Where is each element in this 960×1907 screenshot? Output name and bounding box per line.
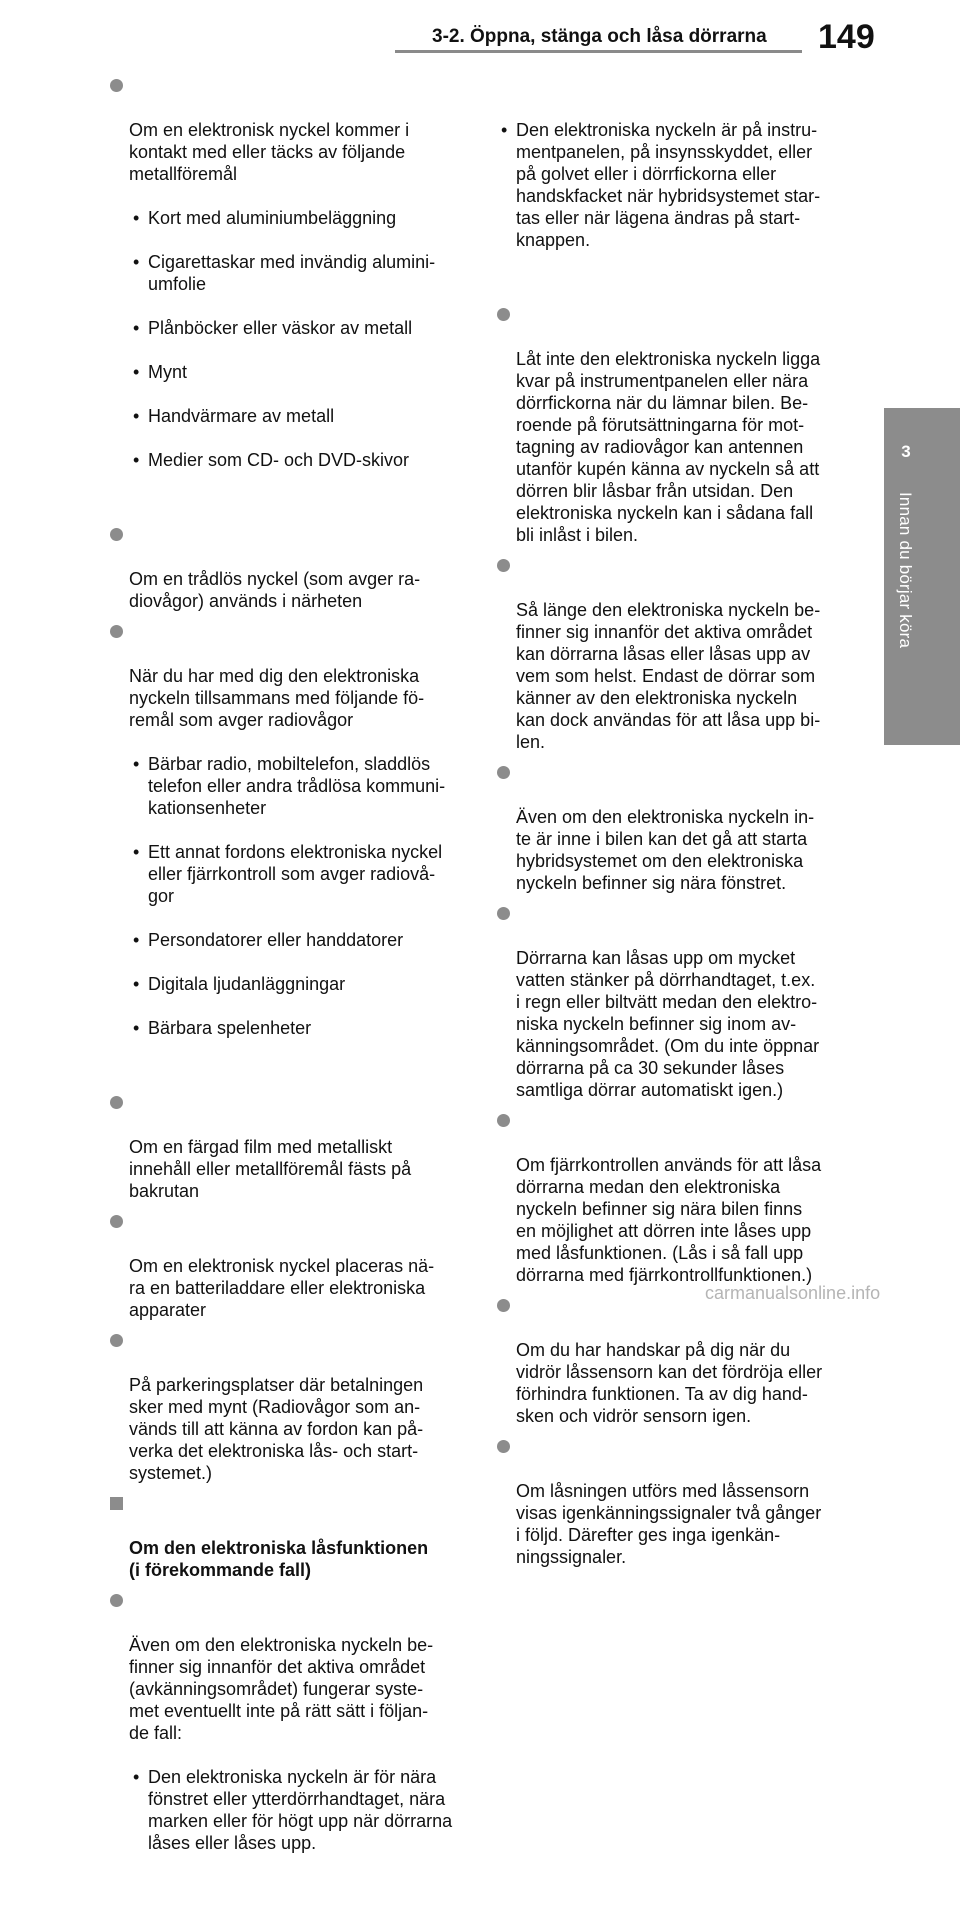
bullet-list bbox=[129, 1744, 466, 1876]
list-item bbox=[110, 1590, 466, 1898]
paragraph-text: Om du har handskar på dig när du vidrör låssensorn kan det fördröja eller förhindra funktionen. Ta av dig hand- sken och vidrör sensorn igen. bbox=[516, 1340, 823, 1426]
bullet-item: • Ett annat fordons elektroniska nyckel eller fjärrkontroll som avger radiovå- gor bbox=[129, 841, 466, 907]
list-item bbox=[497, 1110, 853, 1286]
heading-square-icon bbox=[110, 1497, 123, 1510]
bullet-item: • Medier som CD- och DVD-skivor bbox=[129, 449, 466, 471]
list-item bbox=[497, 1436, 853, 1568]
bullet-item: • Kort med aluminiumbeläggning bbox=[129, 207, 466, 229]
heading-text: Om den elektroniska låsfunktionen (i förekommande fall) bbox=[129, 1538, 429, 1580]
list-item bbox=[497, 304, 853, 546]
paragraph-text: Om låsningen utförs med låssensorn visas igenkänningssignaler två gånger i följd. Därefter ges inga igenkän- ningssignaler. bbox=[516, 1481, 822, 1567]
bullet-dot-icon bbox=[110, 528, 123, 541]
bullet-dot-icon bbox=[110, 625, 123, 638]
paragraph-text: När du har med dig den elektroniska nyckeln tillsammans med följande fö- remål som avger radiovågor bbox=[129, 666, 425, 730]
bullet-dot-icon bbox=[110, 1215, 123, 1228]
paragraph-text: Dörrarna kan låsas upp om mycket vatten stänker på dörrhandtaget, t.ex. i regn eller biltvätt medan den elektro- niska nyckeln befinner sig inom av- känningsområdet. (Om du inte öppnar dörrarna på ca 30 sekunder låses samtliga dörrar automatiskt igen.) bbox=[516, 948, 820, 1100]
chapter-label: Innan du börjar köra bbox=[896, 492, 915, 649]
bullet-dot-icon bbox=[497, 1440, 510, 1453]
section-heading bbox=[110, 1493, 466, 1581]
bullet-dot-icon bbox=[497, 308, 510, 321]
bullet-list bbox=[129, 731, 466, 1061]
bullet-dot-icon bbox=[110, 1594, 123, 1607]
list-item bbox=[110, 1092, 466, 1202]
bullet-dot-icon bbox=[110, 1096, 123, 1109]
paragraph-text: Om fjärrkontrollen används för att låsa dörrarna medan den elektroniska nyckeln befinner sig nära bilen finns en möjlighet att dörren inte låses upp med låsfunktionen. (Lås i så fall upp dörrarna med fjärrkontrollfunktionen.) bbox=[516, 1155, 822, 1285]
header-divider bbox=[395, 50, 802, 53]
paragraph-text: Så länge den elektroniska nyckeln be- finner sig innanför det aktiva området kan dörrarna låsas eller låsas upp av vem som helst. Endast de dörrar som känner av den elektroniska nyckeln kan dock användas för att låsa upp bi- len. bbox=[516, 600, 821, 752]
bullet-item: • Handvärmare av metall bbox=[129, 405, 466, 427]
paragraph-text: På parkeringsplatser där betalningen sker med mynt (Radiovågor som an- vänds till att känna av fordon kan på- verka det elektroniska lås- och start- systemet.) bbox=[129, 1375, 424, 1483]
chapter-tab bbox=[884, 408, 960, 745]
bullet-dot-icon bbox=[497, 1299, 510, 1312]
bullet-dot-icon bbox=[110, 79, 123, 92]
bullet-dot-icon bbox=[497, 559, 510, 572]
bullet-item: • Plånböcker eller väskor av metall bbox=[129, 317, 466, 339]
bullet-item: • Den elektroniska nyckeln är på instru- mentpanelen, på insynsskyddet, eller på golvet eller i dörrfickorna eller handskfacket när hybridsystemet star- tas eller när lägena ändras på start- knappen. bbox=[497, 119, 853, 251]
list-item bbox=[497, 762, 853, 894]
bullet-dot-icon bbox=[497, 1114, 510, 1127]
list-item bbox=[497, 1295, 853, 1427]
page-number: 149 bbox=[818, 18, 875, 56]
bullet-item: • Bärbara spelenheter bbox=[129, 1017, 466, 1039]
bullet-item: • Mynt bbox=[129, 361, 466, 383]
list-item bbox=[110, 1330, 466, 1484]
left-column bbox=[110, 75, 466, 1907]
paragraph-text: Låt inte den elektroniska nyckeln ligga kvar på instrumentpanelen eller nära dörrfickorna när du lämnar bilen. Be- roende på förutsättningarna för mot- tagning av radiovågor kan antennen utanför kupén känna av nyckeln så att dörren blir låsbar från utsidan. Den elektroniska nyckeln kan i sådana fall bli inlåst i bilen. bbox=[516, 349, 821, 545]
paragraph-text: Även om den elektroniska nyckeln in- te är inne i bilen kan det gå att starta hybridsystemet om den elektroniska nyckeln befinner sig nära fönstret. bbox=[516, 807, 815, 893]
paragraph-text: Om en elektronisk nyckel kommer i kontakt med eller täcks av följande metallföremål bbox=[129, 120, 410, 184]
paragraph-text: Om en färgad film med metalliskt innehåll eller metallföremål fästs på bakrutan bbox=[129, 1137, 412, 1201]
bullet-dot-icon bbox=[497, 766, 510, 779]
bullet-list bbox=[129, 185, 466, 493]
bullet-item: • Digitala ljudanläggningar bbox=[129, 973, 466, 995]
bullet-item: • Cigarettaskar med invändig alumini- umfolie bbox=[129, 251, 466, 295]
list-item bbox=[497, 75, 853, 295]
list-item bbox=[497, 555, 853, 753]
list-item bbox=[497, 903, 853, 1101]
bullet-list bbox=[497, 97, 853, 273]
paragraph-text: Om en trådlös nyckel (som avger ra- diovågor) används i närheten bbox=[129, 569, 421, 611]
paragraph-text: Om en elektronisk nyckel placeras nä- ra en batteriladdare eller elektroniska apparater bbox=[129, 1256, 435, 1320]
watermark: carmanualsonline.info bbox=[705, 1283, 881, 1303]
list-item bbox=[110, 621, 466, 1083]
bullet-dot-icon bbox=[110, 1334, 123, 1347]
chapter-number: 3 bbox=[901, 442, 911, 461]
bullet-item: • Bärbar radio, mobiltelefon, sladdlös telefon eller andra trådlösa kommuni- kationsenheter bbox=[129, 753, 466, 819]
list-item bbox=[110, 524, 466, 612]
list-item bbox=[110, 75, 466, 515]
section-title: 3-2. Öppna, stänga och låsa dörrarna bbox=[432, 26, 767, 47]
list-item bbox=[110, 1211, 466, 1321]
bullet-dot-icon bbox=[497, 907, 510, 920]
bullet-item: • Persondatorer eller handdatorer bbox=[129, 929, 466, 951]
right-column bbox=[497, 75, 853, 1577]
paragraph-text: Även om den elektroniska nyckeln be- finner sig innanför det aktiva området (avkänningsområdet) fungerar syste- met eventuellt inte på rätt sätt i följan- de fall: bbox=[129, 1635, 434, 1743]
bullet-item: • Den elektroniska nyckeln är för nära fönstret eller ytterdörrhandtaget, nära marken eller för högt upp när dörrarna låses eller låses upp. bbox=[129, 1766, 466, 1854]
